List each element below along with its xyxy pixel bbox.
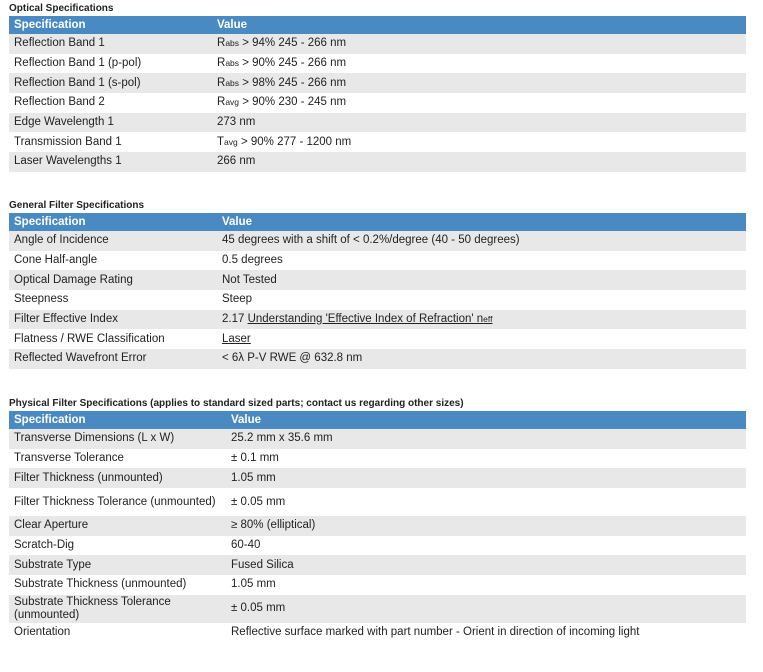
- value-text: Fused Silica: [231, 558, 294, 571]
- table-row: [9, 270, 746, 290]
- value-link-subscript[interactable]: eff: [483, 314, 493, 325]
- value-text: 1.05 mm: [231, 578, 276, 591]
- value-cell: [226, 449, 746, 469]
- table-row: [9, 251, 746, 271]
- value-cell: [226, 536, 746, 556]
- table-row: [9, 349, 746, 369]
- table-row: [9, 516, 746, 536]
- spec-cell: Cone Half-angle: [9, 251, 217, 271]
- table-row: [9, 113, 746, 133]
- spec-cell: Transverse Dimensions (L x W): [9, 429, 226, 449]
- table-row: [9, 54, 746, 74]
- value-cell: [212, 93, 746, 113]
- value-cell: [212, 73, 746, 93]
- value-subscript: abs: [225, 77, 240, 88]
- value-text: Not Tested: [222, 273, 277, 286]
- value-cell: [212, 113, 746, 133]
- value-text: ± 0.1 mm: [231, 452, 279, 465]
- value-text: ± 0.05 mm: [231, 495, 286, 508]
- section-title: Physical Filter Specifications (applies to standard sized parts; contact us regarding other sizes): [9, 398, 464, 409]
- value-symbol: R: [217, 57, 226, 70]
- value-cell: [217, 310, 746, 330]
- optical-specs-table: [9, 16, 746, 172]
- value-symbol: R: [217, 96, 226, 109]
- section-title: Optical Specifications: [9, 3, 114, 14]
- value-symbol: R: [217, 37, 226, 50]
- value-cell: [226, 516, 746, 536]
- table-row: [9, 231, 746, 251]
- value-text: Reflective surface marked with part number - Orient in direction of incoming light: [231, 626, 640, 639]
- table-row: [9, 290, 746, 310]
- table-row: [9, 449, 746, 469]
- value-text: < 6λ P-V RWE @ 632.8 nm: [222, 352, 363, 365]
- value-symbol: R: [217, 76, 226, 89]
- value-cell: [212, 54, 746, 74]
- spec-cell: Filter Thickness (unmounted): [9, 468, 226, 488]
- value-text: > 98% 245 - 266 nm: [239, 76, 347, 89]
- value-text: 0.5 degrees: [222, 254, 283, 267]
- value-cell: [226, 575, 746, 595]
- value-link-text[interactable]: Understanding 'Effective Index of Refraction' n: [247, 313, 484, 326]
- physical-filter-specifications-section: [9, 397, 746, 643]
- table-row: [9, 132, 746, 152]
- value-link-text[interactable]: Laser: [222, 332, 251, 345]
- value-text: > 90% 230 - 245 nm: [239, 96, 347, 109]
- table-row: [9, 329, 746, 349]
- value-cell: [226, 429, 746, 449]
- value-cell: [226, 555, 746, 575]
- general-specs-table: [9, 213, 746, 369]
- spec-cell: Substrate Thickness Tolerance (unmounted): [9, 595, 226, 623]
- value-text: ± 0.05 mm: [231, 602, 286, 615]
- table-row: [9, 34, 746, 54]
- table-row: [9, 468, 746, 488]
- spec-cell: Flatness / RWE Classification: [9, 329, 217, 349]
- spec-cell: Optical Damage Rating: [9, 270, 217, 290]
- spec-cell: Reflected Wavefront Error: [9, 349, 217, 369]
- value-text: > 90% 277 - 1200 nm: [237, 135, 352, 148]
- spec-cell: Orientation: [9, 623, 226, 643]
- value-header: Value: [226, 411, 746, 429]
- specification-header: Specification: [9, 213, 217, 231]
- spec-cell: Steepness: [9, 290, 217, 310]
- value-cell: [226, 623, 746, 643]
- value-cell: [217, 270, 746, 290]
- table-row: [9, 152, 746, 172]
- value-link[interactable]: [222, 333, 251, 345]
- value-text: 1.05 mm: [231, 471, 276, 484]
- table-row: [9, 623, 746, 643]
- value-text: 45 degrees with a shift of < 0.2%/degree (40 - 50 degrees): [222, 234, 520, 247]
- value-cell: [226, 595, 746, 623]
- value-text: 273 nm: [217, 116, 256, 129]
- spec-cell: Filter Thickness Tolerance (unmounted): [9, 488, 226, 516]
- value-text: 60-40: [231, 539, 261, 552]
- value-cell: [217, 251, 746, 271]
- value-text: Steep: [222, 293, 253, 306]
- value-text: 25.2 mm x 35.6 mm: [231, 432, 333, 445]
- spec-cell: Reflection Band 2: [9, 93, 212, 113]
- optical-specifications-section: [9, 2, 746, 172]
- table-row: [9, 310, 746, 330]
- table-row: [9, 575, 746, 595]
- spec-cell: Clear Aperture: [9, 516, 226, 536]
- value-cell: [212, 152, 746, 172]
- specification-header: Specification: [9, 16, 212, 34]
- value-cell: [217, 349, 746, 369]
- table-row: [9, 93, 746, 113]
- table-row: [9, 555, 746, 575]
- table-row: [9, 536, 746, 556]
- spec-cell: Substrate Type: [9, 555, 226, 575]
- value-cell: [226, 488, 746, 516]
- value-text: 266 nm: [217, 155, 256, 168]
- value-subscript: abs: [225, 38, 240, 49]
- value-subscript: avg: [224, 136, 238, 147]
- value-cell: [217, 290, 746, 310]
- value-link[interactable]: [248, 313, 493, 325]
- value-cell: [217, 329, 746, 349]
- value-cell: [212, 132, 746, 152]
- physical-specs-table: [9, 411, 746, 643]
- value-text: > 94% 245 - 266 nm: [239, 37, 347, 50]
- value-symbol: T: [217, 135, 225, 148]
- spec-cell: Laser Wavelengths 1: [9, 152, 212, 172]
- spec-cell: Scratch-Dig: [9, 536, 226, 556]
- spec-cell: Substrate Thickness (unmounted): [9, 575, 226, 595]
- table-row: [9, 488, 746, 516]
- spec-cell: Reflection Band 1 (p-pol): [9, 54, 212, 74]
- spec-cell: Transmission Band 1: [9, 132, 212, 152]
- general-filter-specifications-section: [9, 199, 746, 369]
- spec-cell: Reflection Band 1: [9, 34, 212, 54]
- spec-cell: Filter Effective Index: [9, 310, 217, 330]
- table-row: [9, 429, 746, 449]
- table-row: [9, 73, 746, 93]
- value-text: 2.17: [222, 313, 248, 326]
- section-title: General Filter Specifications: [9, 200, 145, 211]
- value-subscript: avg: [225, 97, 240, 108]
- value-header: Value: [212, 16, 746, 34]
- spec-cell: Edge Wavelength 1: [9, 113, 212, 133]
- value-text: ≥ 80% (elliptical): [231, 519, 316, 532]
- value-cell: [226, 468, 746, 488]
- value-cell: [212, 34, 746, 54]
- value-text: > 90% 245 - 266 nm: [239, 57, 347, 70]
- spec-cell: Reflection Band 1 (s-pol): [9, 73, 212, 93]
- spec-cell: Angle of Incidence: [9, 231, 217, 251]
- value-header: Value: [217, 213, 746, 231]
- value-cell: [217, 231, 746, 251]
- spec-cell: Transverse Tolerance: [9, 449, 226, 469]
- value-subscript: abs: [225, 58, 240, 69]
- table-row: [9, 595, 746, 623]
- specification-header: Specification: [9, 411, 226, 429]
